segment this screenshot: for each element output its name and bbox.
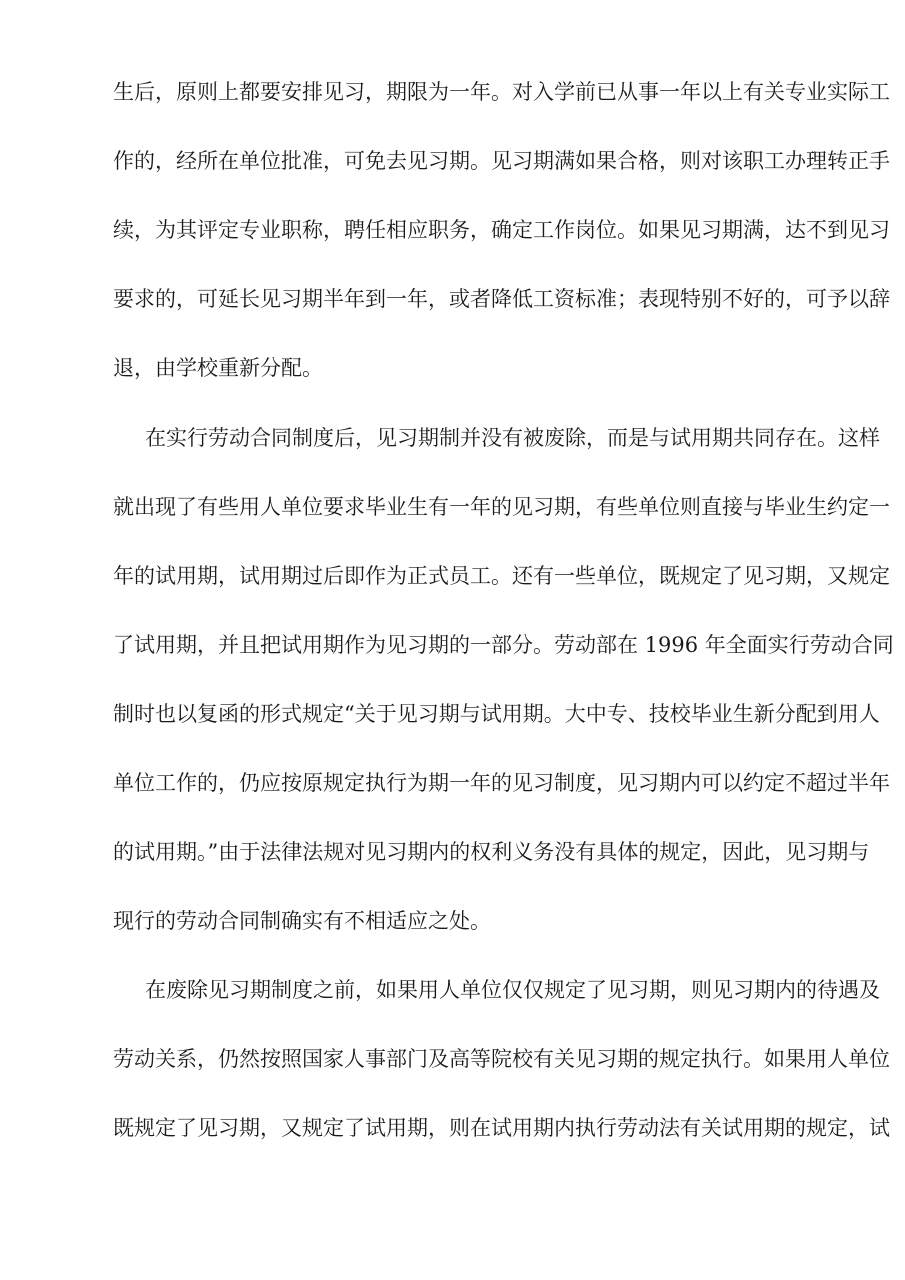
paragraph-3-line-3: 既规定了见习期，又规定了试用期，则在试用期内执行劳动法有关试用期的规定，试 [113, 1116, 890, 1140]
paragraph-2-line-8: 现行的劳动合同制确实有不相适应之处。 [113, 909, 491, 933]
paragraph-2-line-2: 就出现了有些用人单位要求毕业生有一年的见习期，有些单位则直接与毕业生约定一 [113, 495, 890, 519]
paragraph-2-line-7: 的试用期。”由于法律法规对见习期内的权利义务没有具体的规定，因此，见习期与 [113, 840, 870, 864]
paragraph-2-line-1: 在实行劳动合同制度后，见习期制并没有被废除，而是与试用期共同存在。这样 [145, 426, 880, 450]
paragraph-2-line-5: 制时也以复函的形式规定“关于见习期与试用期。大中专、技校毕业生新分配到用人 [113, 702, 880, 726]
paragraph-1-line-5: 退，由学校重新分配。 [113, 356, 323, 380]
paragraph-1-line-2: 作的，经所在单位批准，可免去见习期。见习期满如果合格，则对该职工办理转正手 [113, 149, 890, 173]
paragraph-2-line-6: 单位工作的，仍应按原规定执行为期一年的见习制度，见习期内可以约定不超过半年 [113, 771, 890, 795]
paragraph-1-line-4: 要求的，可延长见习期半年到一年，或者降低工资标准；表现特别不好的，可予以辞 [113, 287, 890, 311]
paragraph-1-line-1: 生后，原则上都要安排见习，期限为一年。对入学前已从事一年以上有关专业实际工 [113, 80, 890, 104]
paragraph-3-line-2: 劳动关系，仍然按照国家人事部门及高等院校有关见习期的规定执行。如果用人单位 [113, 1047, 890, 1071]
paragraph-1-line-3: 续，为其评定专业职称，聘任相应职务，确定工作岗位。如果见习期满，达不到见习 [113, 218, 890, 242]
paragraph-2-line-4: 了试用期，并且把试用期作为见习期的一部分。劳动部在 1996 年全面实行劳动合同 [113, 633, 894, 657]
paragraph-2-line-3: 年的试用期，试用期过后即作为正式员工。还有一些单位，既规定了见习期，又规定 [113, 564, 890, 588]
paragraph-3-line-1: 在废除见习期制度之前，如果用人单位仅仅规定了见习期，则见习期内的待遇及 [145, 978, 880, 1002]
